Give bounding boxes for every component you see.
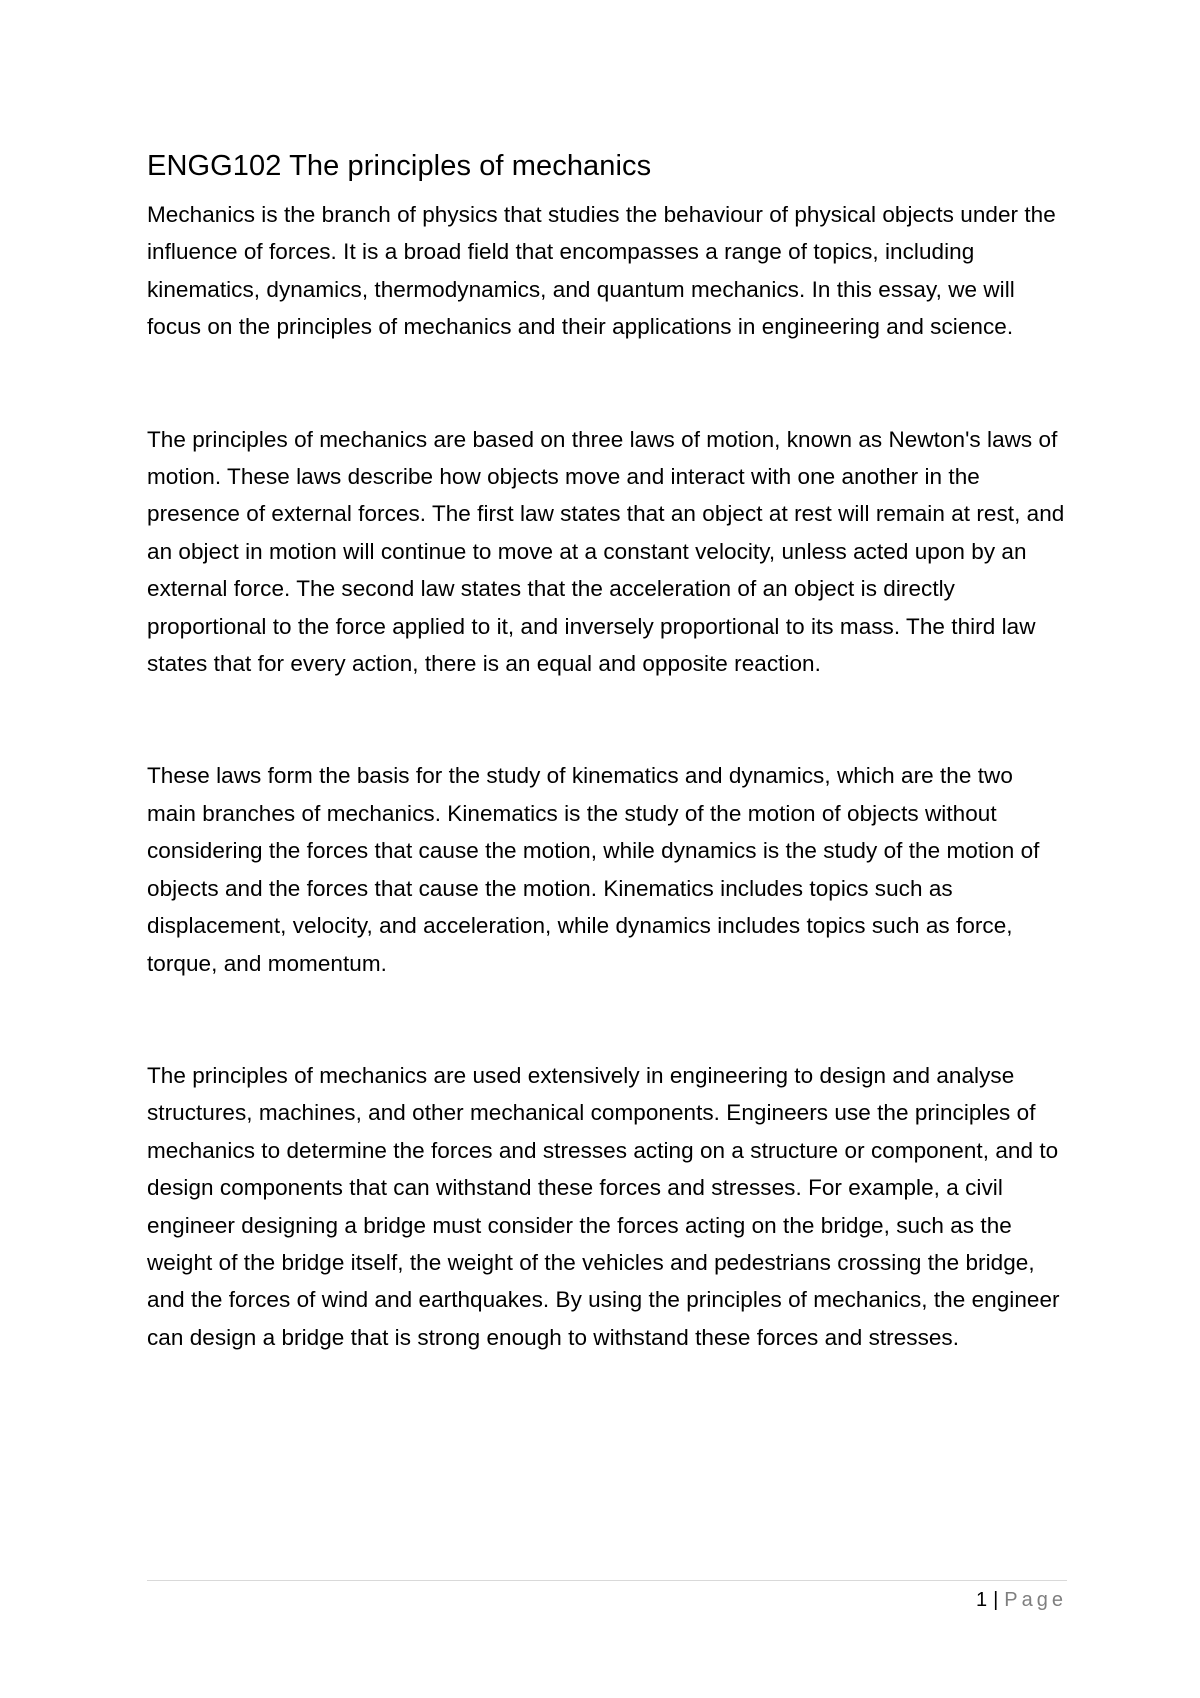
page-number: 1 bbox=[975, 1589, 988, 1611]
paragraph-engineering-applications: The principles of mechanics are used extensively in engineering to design and analyse structures, machines, and other mechanical components. Engineers use the principles of mechanics to determine the forces and stresses acting on a structure or component, and to design components that can withstand these forces and stresses. For example, a civil engineer designing a bridge must consider the forces acting on the bridge, such as the weight of the bridge itself, the weight of the vehicles and pedestrians crossing the bridge, and the forces of wind and earthquakes. By using the principles of mechanics, the engineer can design a bridge that is strong enough to withstand these forces and stresses. bbox=[147, 1062, 1060, 1350]
document-body bbox=[147, 146, 1067, 1356]
document-title: ENGG102 The principles of mechanics bbox=[147, 150, 652, 182]
footer-separator: | bbox=[993, 1589, 999, 1611]
paragraph-newtons-laws: The principles of mechanics are based on three laws of motion, known as Newton's laws of motion. These laws describe how objects move and interact with one another in the presence of external forces. The first law states that an object at rest will remain at rest, and an object in motion will continue to move at a constant velocity, unless acted upon by an external force. The second law states that the acceleration of an object is directly proportional to the force applied to it, and inversely proportional to its mass. The third law states that for every action, there is an equal and opposite reaction. bbox=[147, 426, 1065, 677]
page-label: Page bbox=[1004, 1589, 1067, 1611]
paragraph-kinematics-dynamics: These laws form the basis for the study of kinematics and dynamics, which are the two main branches of mechanics. Kinematics is the study of the motion of objects without considering the forces that cause the motion, while dynamics is the study of the motion of objects and the forces that cause the motion. Kinematics includes topics such as displacement, velocity, and acceleration, while dynamics includes topics such as force, torque, and momentum. bbox=[147, 763, 1040, 976]
paragraph-intro: Mechanics is the branch of physics that studies the behaviour of physical objects under the influence of forces. It is a broad field that encompasses a range of topics, including kinematics, dynamics, thermodynamics, and quantum mechanics. In this essay, we will focus on the principles of mechanics and their applications in engineering and science. bbox=[147, 202, 1056, 340]
footer-divider bbox=[147, 1580, 1067, 1581]
page-footer bbox=[976, 1586, 1067, 1614]
